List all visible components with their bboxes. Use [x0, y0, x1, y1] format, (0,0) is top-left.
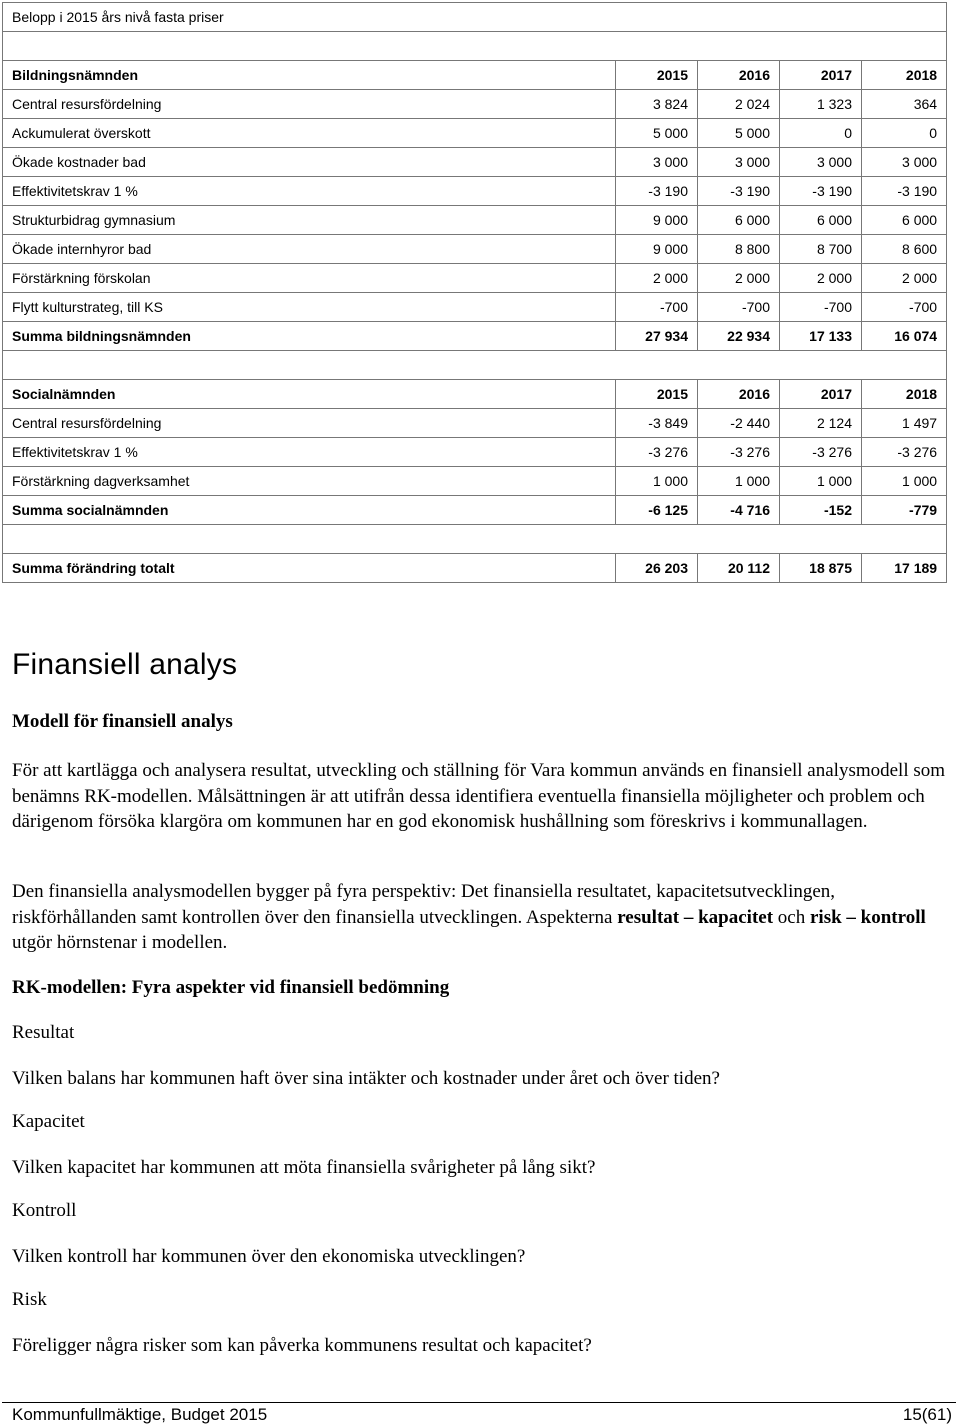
- row-value: 1 000: [616, 467, 698, 496]
- row-label: Förstärkning förskolan: [3, 264, 616, 293]
- row-value: -700: [616, 293, 698, 322]
- row-value: 1 000: [862, 467, 947, 496]
- row-value: 1 323: [780, 90, 862, 119]
- row-value: 0: [862, 119, 947, 148]
- row-value: -3 276: [862, 438, 947, 467]
- table-row: [3, 206, 947, 235]
- aspect-text-risk: Föreligger några risker som kan påverka kommunens resultat och kapacitet?: [12, 1335, 592, 1356]
- aspect-text-kapacitet: Vilken kapacitet har kommunen att möta finansiella svårigheter på lång sikt?: [12, 1157, 596, 1178]
- table-row: [3, 409, 947, 438]
- spacer-cell: [3, 351, 947, 380]
- spacer-row: [3, 525, 947, 554]
- table-sum-row: [3, 322, 947, 351]
- row-label: Socialnämnden: [3, 380, 616, 409]
- row-value: 22 934: [698, 322, 780, 351]
- subheading-rk-model: RK-modellen: Fyra aspekter vid finansiell bedömning: [12, 977, 450, 998]
- row-label: Flytt kulturstrateg, till KS: [3, 293, 616, 322]
- row-value: -779: [862, 496, 947, 525]
- aspect-title-risk: Risk: [12, 1289, 47, 1310]
- spacer-row: [3, 32, 947, 61]
- row-value: 2 000: [616, 264, 698, 293]
- row-value: 3 000: [780, 148, 862, 177]
- row-label: Central resursfördelning: [3, 409, 616, 438]
- row-value: -3 276: [616, 438, 698, 467]
- table-caption-row: [3, 3, 947, 32]
- row-value: 2 124: [780, 409, 862, 438]
- aspect-text-resultat: Vilken balans har kommunen haft över sina intäkter och kostnader under året och över tiden?: [12, 1068, 720, 1089]
- row-value: 6 000: [862, 206, 947, 235]
- row-value: 2 000: [780, 264, 862, 293]
- row-value: 2018: [862, 61, 947, 90]
- row-value: 6 000: [780, 206, 862, 235]
- p2-bold2: risk – kontroll: [809, 906, 926, 928]
- row-value: -700: [780, 293, 862, 322]
- row-value: 18 875: [780, 554, 862, 583]
- row-label: Summa socialnämnden: [3, 496, 616, 525]
- spacer-cell: [3, 32, 947, 61]
- row-value: 364: [862, 90, 947, 119]
- row-value: 17 133: [780, 322, 862, 351]
- row-value: -6 125: [616, 496, 698, 525]
- row-value: 1 497: [862, 409, 947, 438]
- table-total-row: [3, 554, 947, 583]
- table-header-row: [3, 61, 947, 90]
- row-label: Ackumulerat överskott: [3, 119, 616, 148]
- table-row: [3, 90, 947, 119]
- table-row: [3, 119, 947, 148]
- row-value: 2 000: [862, 264, 947, 293]
- paragraph-intro: För att kartlägga och analysera resultat, utveckling och ställning för Vara kommun används en finansiell analysmodell som benämns RK-modellen. Målsättningen är att utifrån dessa identifiera eventuella finansiella möjligheter och problem och därigenom försöka klargöra om kommunen har en god ekonomisk hushållning som föreskrivs i kommunallagen.: [12, 760, 946, 832]
- p2-text1: Den finansiella analysmodellen bygger på fyra perspektiv: Det finansiella resultatet, kapacitetsutvecklingen, riskförhållanden samt kontrollen över den finansiella utvecklingen. Aspekterna: [12, 881, 836, 928]
- subheading-model: Modell för finansiell analys: [12, 711, 233, 732]
- table-row: [3, 467, 947, 496]
- row-value: -700: [862, 293, 947, 322]
- row-label: Ökade internhyror bad: [3, 235, 616, 264]
- row-value: 2 024: [698, 90, 780, 119]
- row-label: Summa bildningsnämnden: [3, 322, 616, 351]
- row-value: 3 000: [698, 148, 780, 177]
- row-value: -4 716: [698, 496, 780, 525]
- row-value: -3 190: [698, 177, 780, 206]
- row-value: 27 934: [616, 322, 698, 351]
- paragraph-perspectives: [12, 879, 956, 956]
- table-row: [3, 177, 947, 206]
- table-row: [3, 235, 947, 264]
- footer-divider: [2, 1402, 956, 1403]
- row-value: 20 112: [698, 554, 780, 583]
- aspect-title-resultat: Resultat: [12, 1022, 75, 1043]
- row-value: -700: [698, 293, 780, 322]
- table-row: [3, 148, 947, 177]
- row-value: 9 000: [616, 235, 698, 264]
- row-label: Effektivitetskrav 1 %: [3, 438, 616, 467]
- row-label: Effektivitetskrav 1 %: [3, 177, 616, 206]
- row-value: 2 000: [698, 264, 780, 293]
- row-value: -3 276: [698, 438, 780, 467]
- table-sum-row: [3, 496, 947, 525]
- row-value: -3 190: [616, 177, 698, 206]
- budget-table: [2, 2, 947, 583]
- row-value: 8 800: [698, 235, 780, 264]
- row-value: 2017: [780, 380, 862, 409]
- row-value: 2017: [780, 61, 862, 90]
- row-label: Förstärkning dagverksamhet: [3, 467, 616, 496]
- row-value: 2016: [698, 61, 780, 90]
- row-value: -3 276: [780, 438, 862, 467]
- row-value: 2016: [698, 380, 780, 409]
- spacer-cell: [3, 525, 947, 554]
- row-value: 1 000: [780, 467, 862, 496]
- row-value: -2 440: [698, 409, 780, 438]
- row-value: -3 190: [780, 177, 862, 206]
- row-value: -152: [780, 496, 862, 525]
- spacer-row: [3, 351, 947, 380]
- row-value: 3 000: [862, 148, 947, 177]
- table-row: [3, 293, 947, 322]
- row-value: 1 000: [698, 467, 780, 496]
- row-value: 6 000: [698, 206, 780, 235]
- table-caption: Belopp i 2015 års nivå fasta priser: [3, 3, 947, 32]
- row-value: 8 700: [780, 235, 862, 264]
- row-value: 2018: [862, 380, 947, 409]
- row-value: 17 189: [862, 554, 947, 583]
- row-value: 9 000: [616, 206, 698, 235]
- p2-text2: och: [773, 906, 810, 928]
- table-row: [3, 264, 947, 293]
- row-value: 3 824: [616, 90, 698, 119]
- p2-bold1: resultat – kapacitet: [617, 906, 774, 928]
- row-value: -3 849: [616, 409, 698, 438]
- section-title: Finansiell analys: [12, 648, 238, 681]
- row-label: Ökade kostnader bad: [3, 148, 616, 177]
- row-label: Summa förändring totalt: [3, 554, 616, 583]
- row-value: 8 600: [862, 235, 947, 264]
- row-value: 26 203: [616, 554, 698, 583]
- row-value: 3 000: [616, 148, 698, 177]
- row-value: 0: [780, 119, 862, 148]
- footer-document-title: Kommunfullmäktige, Budget 2015: [12, 1405, 268, 1424]
- aspect-title-kapacitet: Kapacitet: [12, 1111, 85, 1132]
- row-label: Bildningsnämnden: [3, 61, 616, 90]
- footer-page-number: 15(61): [902, 1405, 952, 1424]
- aspect-text-kontroll: Vilken kontroll har kommunen över den ekonomiska utvecklingen?: [12, 1246, 526, 1267]
- table-header-row: [3, 380, 947, 409]
- row-value: 16 074: [862, 322, 947, 351]
- row-value: -3 190: [862, 177, 947, 206]
- row-value: 5 000: [698, 119, 780, 148]
- aspect-title-kontroll: Kontroll: [12, 1200, 77, 1221]
- p2-text3: utgör hörnstenar i modellen.: [12, 932, 228, 953]
- row-value: 5 000: [616, 119, 698, 148]
- table-row: [3, 438, 947, 467]
- row-label: Strukturbidrag gymnasium: [3, 206, 616, 235]
- row-value: 2015: [616, 380, 698, 409]
- row-value: 2015: [616, 61, 698, 90]
- row-label: Central resursfördelning: [3, 90, 616, 119]
